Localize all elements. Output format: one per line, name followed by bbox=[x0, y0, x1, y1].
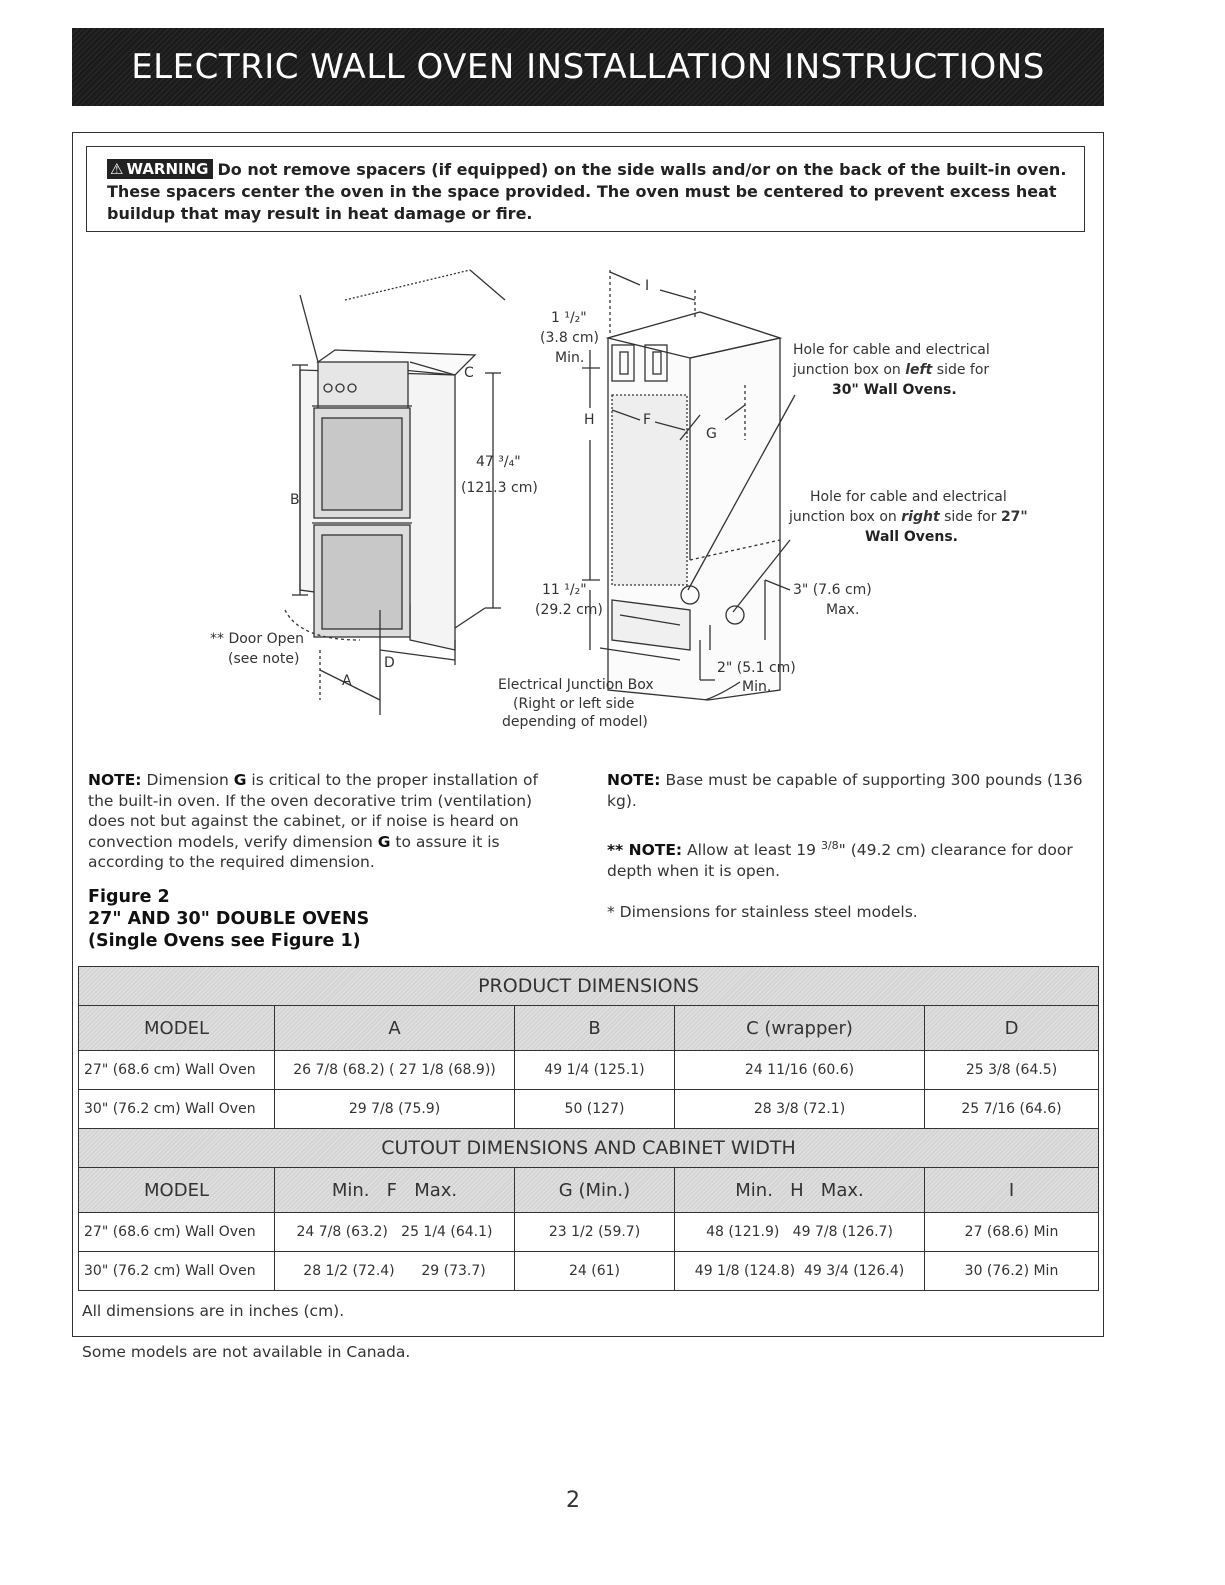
base-clearance-cm: (29.2 cm) bbox=[535, 602, 603, 618]
cabinet-illustration bbox=[608, 312, 780, 700]
cutout-dimensions-table bbox=[78, 1128, 1099, 1291]
installation-diagram bbox=[0, 0, 1225, 760]
door-open-label: ** Door Open bbox=[210, 631, 304, 647]
dim-label-g: G bbox=[706, 426, 717, 442]
warning-label: WARNING bbox=[126, 160, 209, 178]
hole-right-line2: junction box on right side for 27" bbox=[789, 509, 1028, 525]
door-open-note: (see note) bbox=[228, 651, 300, 667]
top-clearance-min: Min. bbox=[555, 350, 585, 366]
warning-message: Do not remove spacers (if equipped) on the side walls and/or on the back of the built-in oven. These spacers center the oven in the space provided. The oven must be centered to prevent excess heat buildup that may result in heat damage or fire. bbox=[107, 160, 1067, 223]
note-door-clearance: ** NOTE: Allow at least 19 $^{3/8}$" (49.2 cm) clearance for door depth when it is open. bbox=[607, 839, 1073, 880]
dim-label-b: B bbox=[290, 492, 300, 508]
figure-number: Figure 2 bbox=[88, 887, 170, 907]
table-row: 27" (68.6 cm) Wall Oven 26 7/8 (68.2) ( 27 1/8 (68.9)) 49 1/4 (125.1) 24 11/16 (60.6) 25 3/8 (64.5) bbox=[79, 1051, 1099, 1090]
figure-caption bbox=[88, 886, 369, 952]
col-header-c: C (wrapper) bbox=[675, 1006, 925, 1051]
note-stainless: * Dimensions for stainless steel models. bbox=[607, 903, 918, 921]
dim-label-a: A bbox=[342, 673, 352, 689]
height-dim-cm: (121.3 cm) bbox=[461, 480, 538, 496]
hole-left-line2: junction box on left side for bbox=[793, 362, 990, 378]
dim-label-h: H bbox=[584, 412, 595, 428]
canada-footnote: Some models are not available in Canada. bbox=[82, 1343, 411, 1361]
min-offset-label: Min. bbox=[742, 679, 772, 695]
table-row: 27" (68.6 cm) Wall Oven 24 7/8 (63.2) 25 1/4 (64.1) 23 1/2 (59.7) 48 (121.9) 49 7/8 (126.7) 27 (68.6) Min bbox=[79, 1213, 1099, 1252]
page-title: ELECTRIC WALL OVEN INSTALLATION INSTRUCTIONS bbox=[131, 47, 1045, 87]
col-header-i: I bbox=[925, 1168, 1099, 1213]
oven-illustration bbox=[300, 350, 475, 650]
cutout-dimensions-title: CUTOUT DIMENSIONS AND CABINET WIDTH bbox=[79, 1129, 1099, 1168]
base-clearance-inches: 11 ¹/₂" bbox=[542, 582, 587, 598]
col-header-model: MODEL bbox=[79, 1006, 275, 1051]
col-header-b: B bbox=[515, 1006, 675, 1051]
units-footnote: All dimensions are in inches (cm). bbox=[82, 1302, 345, 1320]
junction-box-note1: (Right or left side bbox=[513, 696, 635, 712]
hole-left-line1: Hole for cable and electrical bbox=[793, 342, 990, 358]
top-clearance-cm: (3.8 cm) bbox=[540, 330, 599, 346]
hole-left-line3: 30" Wall Ovens. bbox=[832, 382, 957, 398]
junction-box-label: Electrical Junction Box bbox=[498, 677, 654, 693]
dim-label-d: D bbox=[384, 655, 395, 671]
figure-subtitle: (Single Ovens see Figure 1) bbox=[88, 931, 361, 951]
height-dim-inches: 47 ³/₄" bbox=[476, 454, 521, 470]
junction-box-note2: depending of model) bbox=[502, 714, 648, 730]
product-dimensions-title: PRODUCT DIMENSIONS bbox=[79, 967, 1099, 1006]
dim-label-i: I bbox=[645, 278, 650, 294]
col-header-h: Min. H Max. bbox=[675, 1168, 925, 1213]
table-row: 30" (76.2 cm) Wall Oven 29 7/8 (75.9) 50 (127) 28 3/8 (72.1) 25 7/16 (64.6) bbox=[79, 1090, 1099, 1129]
dim-label-f: F bbox=[643, 412, 652, 428]
page-number: 2 bbox=[566, 1488, 580, 1513]
table-row: 30" (76.2 cm) Wall Oven 28 1/2 (72.4) 29 (73.7) 24 (61) 49 1/8 (124.8) 49 3/4 (126.4) 30 (76.2) Min bbox=[79, 1252, 1099, 1291]
col-header-a: A bbox=[275, 1006, 515, 1051]
min-offset-value: 2" (5.1 cm) bbox=[717, 660, 796, 676]
figure-title: 27" AND 30" DOUBLE OVENS bbox=[88, 909, 370, 929]
warning-triangle-icon: ⚠ bbox=[110, 160, 124, 178]
col-header-f: Min. F Max. bbox=[275, 1168, 515, 1213]
col-header-d: D bbox=[925, 1006, 1099, 1051]
product-dimensions-table bbox=[78, 966, 1099, 1129]
col-header-model: MODEL bbox=[79, 1168, 275, 1213]
col-header-g: G (Min.) bbox=[515, 1168, 675, 1213]
max-offset-label: Max. bbox=[826, 602, 860, 618]
note-base-support: NOTE: Base must be capable of supporting 300 pounds (136 kg). bbox=[607, 771, 1083, 810]
top-clearance-inches: 1 ¹/₂" bbox=[551, 310, 587, 326]
note-dimension-g: NOTE: Dimension G is critical to the proper installation of the built-in oven. If the oven decorative trim (ventilation) does not but against the cabinet, or if noise is heard on convection models, verify dimension G to assure it is according to the required dimension. bbox=[88, 771, 538, 871]
hole-right-line1: Hole for cable and electrical bbox=[810, 489, 1007, 505]
hole-right-line3: Wall Ovens. bbox=[865, 529, 959, 545]
dim-label-c: C bbox=[464, 365, 474, 381]
max-offset-value: 3" (7.6 cm) bbox=[793, 582, 872, 598]
